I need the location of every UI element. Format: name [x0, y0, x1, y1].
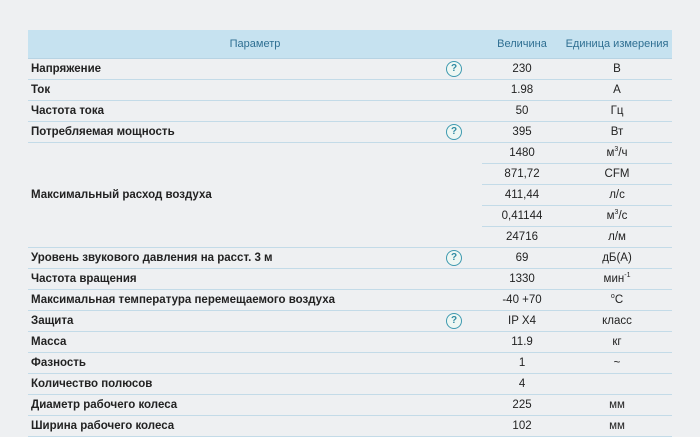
param-unit	[562, 269, 672, 290]
help-cell	[426, 101, 482, 122]
param-unit	[562, 332, 672, 353]
unit-text: кг	[612, 336, 622, 348]
param-name: Максимальная температура перемещаемого воздуха	[28, 290, 426, 311]
param-value: IP X4	[482, 311, 562, 332]
param-unit	[562, 164, 672, 185]
header-unit: Единица измерения	[562, 30, 672, 59]
unit-text: дБ(А)	[602, 252, 632, 264]
table-row-protection	[28, 311, 672, 332]
param-unit	[562, 311, 672, 332]
param-unit	[562, 101, 672, 122]
unit-superscript: -1	[624, 272, 631, 280]
param-value: 1480	[482, 143, 562, 164]
unit-text: м	[606, 210, 615, 222]
param-unit	[562, 185, 672, 206]
param-value: 50	[482, 101, 562, 122]
param-unit	[562, 206, 672, 227]
help-cell	[426, 269, 482, 290]
param-name: Напряжение	[28, 59, 426, 80]
param-unit	[562, 353, 672, 374]
param-name: Частота тока	[28, 101, 426, 122]
question-circle-icon[interactable]: ?	[446, 124, 462, 140]
unit-text: л/м	[608, 231, 626, 243]
param-value: 24716	[482, 227, 562, 248]
param-name: Максимальный расход воздуха	[28, 143, 426, 248]
param-unit	[562, 59, 672, 80]
param-name: Масса	[28, 332, 426, 353]
question-circle-icon[interactable]: ?	[446, 250, 462, 266]
specs-table	[28, 30, 672, 437]
param-unit	[562, 227, 672, 248]
param-unit	[562, 80, 672, 101]
param-value: 871,72	[482, 164, 562, 185]
unit-text: А	[613, 84, 621, 96]
table-body	[28, 59, 672, 437]
unit-tail: /с	[618, 210, 628, 222]
table-row-voltage	[28, 59, 672, 80]
param-name: Фазность	[28, 353, 426, 374]
param-value: 230	[482, 59, 562, 80]
table-row-mass	[28, 332, 672, 353]
table-row-max-air-temp	[28, 290, 672, 311]
table-row-impeller-width	[28, 416, 672, 437]
unit-text: мм	[609, 399, 625, 411]
param-unit	[562, 395, 672, 416]
unit-text: ~	[613, 357, 621, 369]
table-row-impeller-diameter	[28, 395, 672, 416]
table-header-row	[28, 30, 672, 59]
param-unit	[562, 143, 672, 164]
unit-text: Вт	[610, 126, 624, 138]
param-value: 225	[482, 395, 562, 416]
help-cell	[426, 416, 482, 437]
param-unit	[562, 290, 672, 311]
param-value: 1	[482, 353, 562, 374]
table-row-rotation-speed	[28, 269, 672, 290]
help-cell	[426, 395, 482, 416]
header-value: Величина	[482, 30, 562, 59]
question-circle-icon[interactable]: ?	[446, 313, 462, 329]
param-name: Ширина рабочего колеса	[28, 416, 426, 437]
param-value: 395	[482, 122, 562, 143]
param-unit	[562, 248, 672, 269]
param-value: -40 +70	[482, 290, 562, 311]
param-name: Потребляемая мощность	[28, 122, 426, 143]
unit-superscript: 3	[614, 146, 619, 154]
param-name: Защита	[28, 311, 426, 332]
table-row-max-airflow	[28, 143, 672, 164]
param-value: 4	[482, 374, 562, 395]
unit-superscript: o	[610, 293, 615, 301]
unit-text: класс	[602, 315, 632, 327]
table-row-sound-pressure	[28, 248, 672, 269]
question-circle-icon[interactable]: ?	[446, 61, 462, 77]
param-value: 102	[482, 416, 562, 437]
help-cell	[426, 311, 482, 332]
help-cell	[426, 353, 482, 374]
param-name: Количество полюсов	[28, 374, 426, 395]
unit-superscript: 3	[614, 209, 619, 217]
help-cell	[426, 374, 482, 395]
param-value: 0,41144	[482, 206, 562, 227]
unit-text: Гц	[610, 105, 624, 117]
unit-text: л/с	[609, 189, 625, 201]
table-row-phases	[28, 353, 672, 374]
param-value: 1330	[482, 269, 562, 290]
param-unit	[562, 122, 672, 143]
header-param: Параметр	[28, 30, 482, 59]
param-unit	[562, 416, 672, 437]
unit-text: CFM	[604, 168, 630, 180]
table-row-current	[28, 80, 672, 101]
param-name: Уровень звукового давления на расст. 3 м	[28, 248, 426, 269]
param-value: 69	[482, 248, 562, 269]
unit-text: мм	[609, 420, 625, 432]
param-name: Частота вращения	[28, 269, 426, 290]
param-value: 1.98	[482, 80, 562, 101]
param-unit	[562, 374, 672, 395]
help-cell	[426, 290, 482, 311]
help-cell	[426, 248, 482, 269]
table-row-poles	[28, 374, 672, 395]
specs-table-container	[28, 30, 672, 437]
param-value: 11.9	[482, 332, 562, 353]
table-row-power	[28, 122, 672, 143]
param-value: 411,44	[482, 185, 562, 206]
unit-text: мин	[603, 273, 625, 285]
help-cell	[426, 59, 482, 80]
help-cell	[426, 332, 482, 353]
param-name: Диаметр рабочего колеса	[28, 395, 426, 416]
table-row-frequency	[28, 101, 672, 122]
param-name: Ток	[28, 80, 426, 101]
unit-text: м	[606, 147, 615, 159]
unit-text: C	[614, 294, 624, 306]
unit-tail: /ч	[618, 147, 628, 159]
help-cell	[426, 122, 482, 143]
unit-text: В	[613, 63, 621, 75]
help-cell	[426, 80, 482, 101]
help-cell	[426, 143, 482, 248]
